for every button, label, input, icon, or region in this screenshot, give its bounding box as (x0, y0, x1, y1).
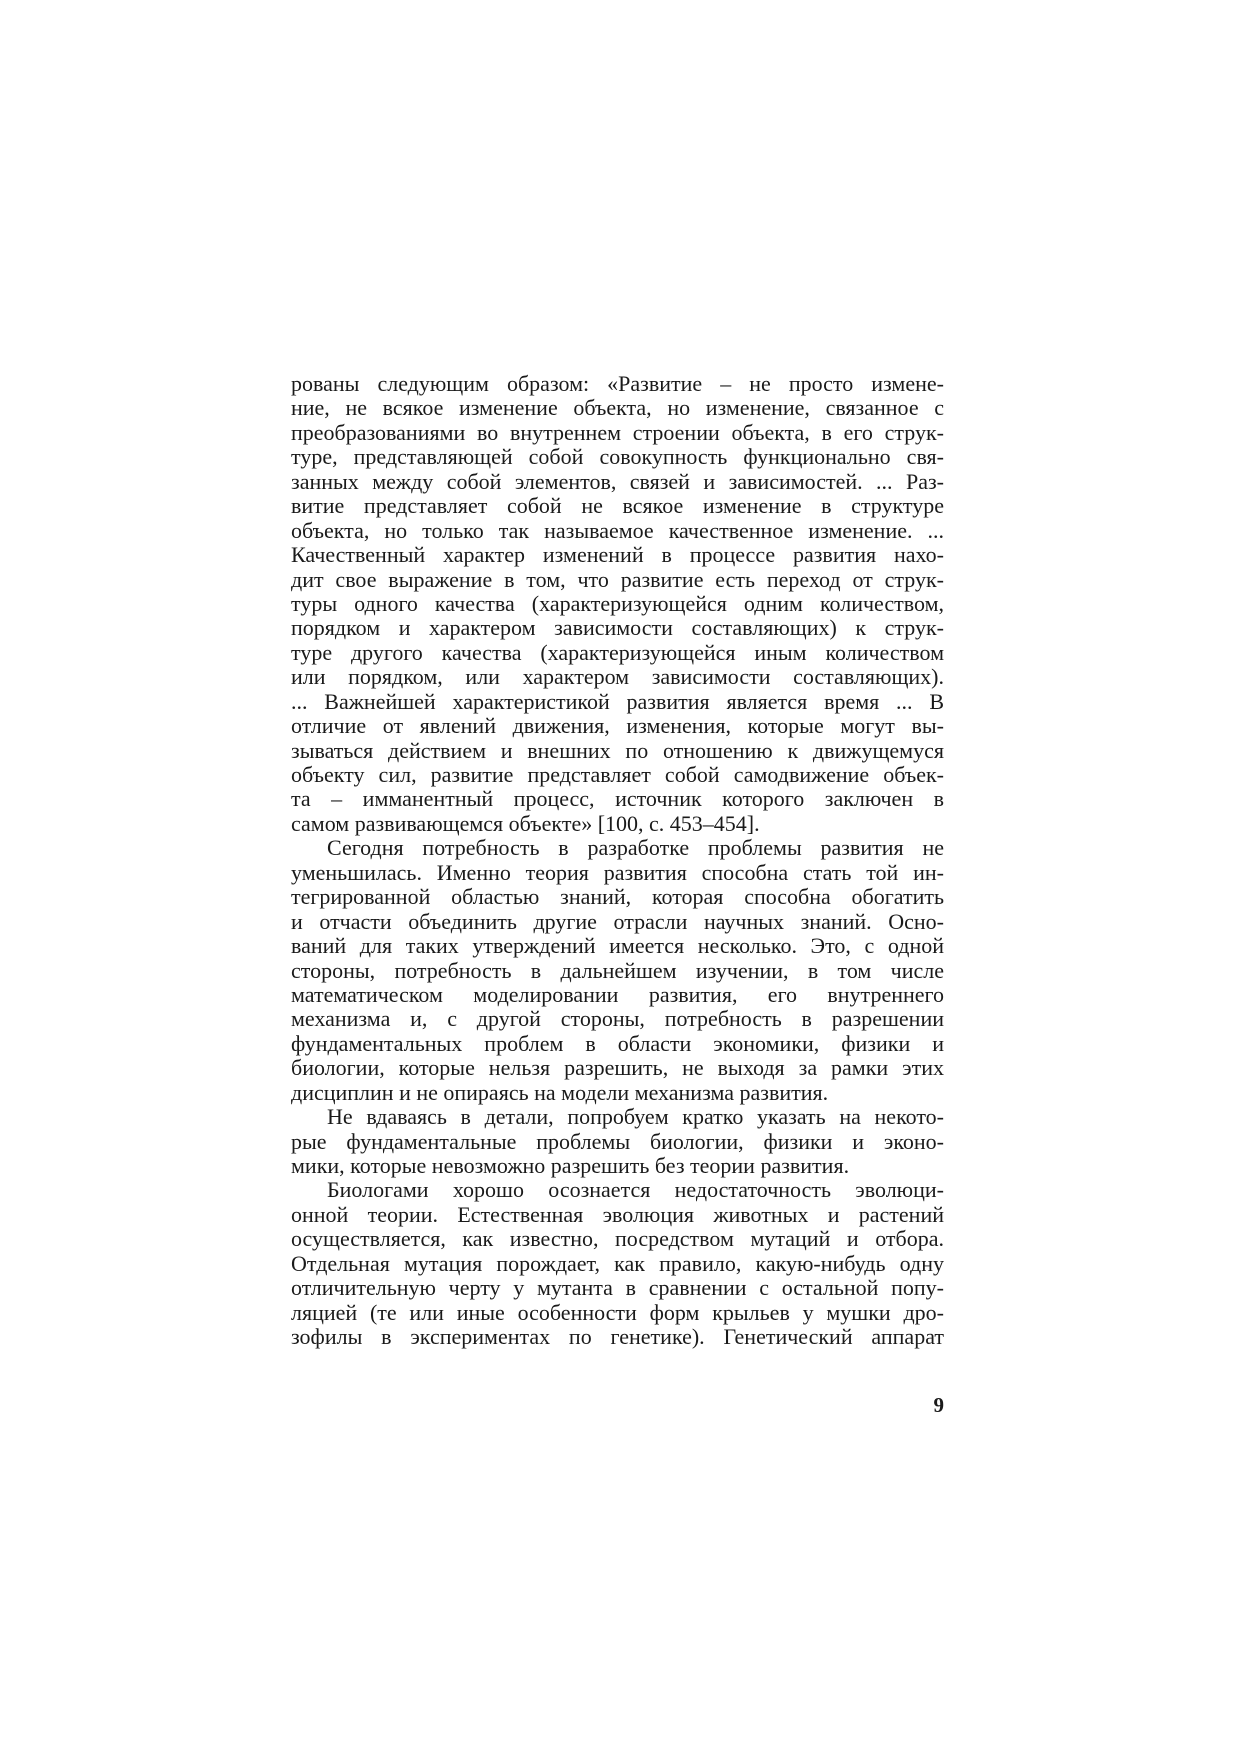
text-line: занных между собой элементов, связей и зависимостей. ... Раз- (291, 468, 944, 494)
text-line: или порядком, или характером зависимости составляющих). (291, 664, 944, 690)
text-line: туре другого качества (характеризующейся иным количеством (291, 639, 944, 665)
text-line: рованы следующим образом: «Развитие – не просто измене- (291, 371, 944, 396)
text-line: туре, представляющей собой совокупность функционально свя- (291, 444, 944, 470)
text-line: рые фундаментальные проблемы биологии, физики и эконо- (291, 1128, 944, 1154)
text-line: дит свое выражение в том, что развитие есть переход от струк- (291, 566, 944, 592)
text-line: отличие от явлений движения, изменения, которые могут вы- (291, 713, 944, 739)
text-line: уменьшилась. Именно теория развития способна стать той ин- (291, 859, 944, 885)
text-line: отличительную черту у мутанта в сравнении с остальной попу- (291, 1275, 944, 1301)
text-line: зываться действием и внешних по отношению к движущемуся (291, 737, 944, 763)
text-line: тегрированной областью знаний, которая способна обогатить (291, 884, 944, 910)
text-line: ваний для таких утверждений имеется несколько. Это, с одной (291, 933, 944, 959)
paragraph-start-line: Биологами хорошо осознается недостаточность эволюци- (327, 1177, 944, 1203)
text-line: стороны, потребность в дальнейшем изучении, в том числе (291, 957, 944, 983)
text-line: та – имманентный процесс, источник которого заключен в (291, 786, 944, 812)
paragraph-start-line: Не вдаваясь в детали, попробуем кратко указать на некото- (327, 1104, 944, 1130)
body-text (291, 372, 944, 1350)
text-line: Качественный характер изменений в процессе развития нахо- (291, 542, 944, 568)
text-line: самом развивающемся объекте» [100, с. 453–454]. (291, 810, 760, 836)
text-line: биологии, которые нельзя разрешить, не выходя за рамки этих (291, 1055, 944, 1081)
text-line: туры одного качества (характеризующейся одним количеством, (291, 590, 944, 616)
text-line: онной теории. Естественная эволюция животных и растений (291, 1201, 944, 1227)
text-line: объекта, но только так называемое качественное изменение. ... (291, 517, 944, 543)
text-line: мики, которые невозможно разрешить без теории развития. (291, 1153, 850, 1178)
text-line: ... Важнейшей характеристикой развития является время ... В (291, 688, 944, 714)
text-line: механизма и, с другой стороны, потребность в разрешении (291, 1006, 944, 1032)
text-line: объекту сил, развитие представляет собой самодвижение объек- (291, 762, 944, 787)
text-line: ние, не всякое изменение объекта, но изменение, связанное с (291, 395, 944, 421)
text-line: витие представляет собой не всякое изменение в структуре (291, 493, 944, 519)
text-line: дисциплин и не опираясь на модели механизма развития. (291, 1079, 829, 1105)
text-line: фундаментальных проблем в области экономики, физики и (291, 1030, 944, 1056)
paragraph-start-line: Сегодня потребность в разработке проблемы развития не (327, 835, 944, 861)
text-line: осуществляется, как известно, посредством мутаций и отбора. (291, 1226, 944, 1252)
text-line: порядком и характером зависимости составляющих) к струк- (291, 615, 944, 641)
text-line: Отдельная мутация порождает, как правило, какую-нибудь одну (291, 1250, 944, 1276)
text-line: ляцией (те или иные особенности форм крыльев у мушки дро- (291, 1299, 944, 1325)
text-line: преобразованиями во внутреннем строении объекта, в его струк- (291, 419, 944, 445)
page-number: 9 (933, 1393, 944, 1417)
text-line: и отчасти объединить другие отрасли научных знаний. Осно- (291, 908, 944, 934)
text-line: математическом моделировании развития, его внутреннего (291, 981, 944, 1007)
text-line: зофилы в экспериментах по генетике). Генетический аппарат (291, 1324, 944, 1350)
